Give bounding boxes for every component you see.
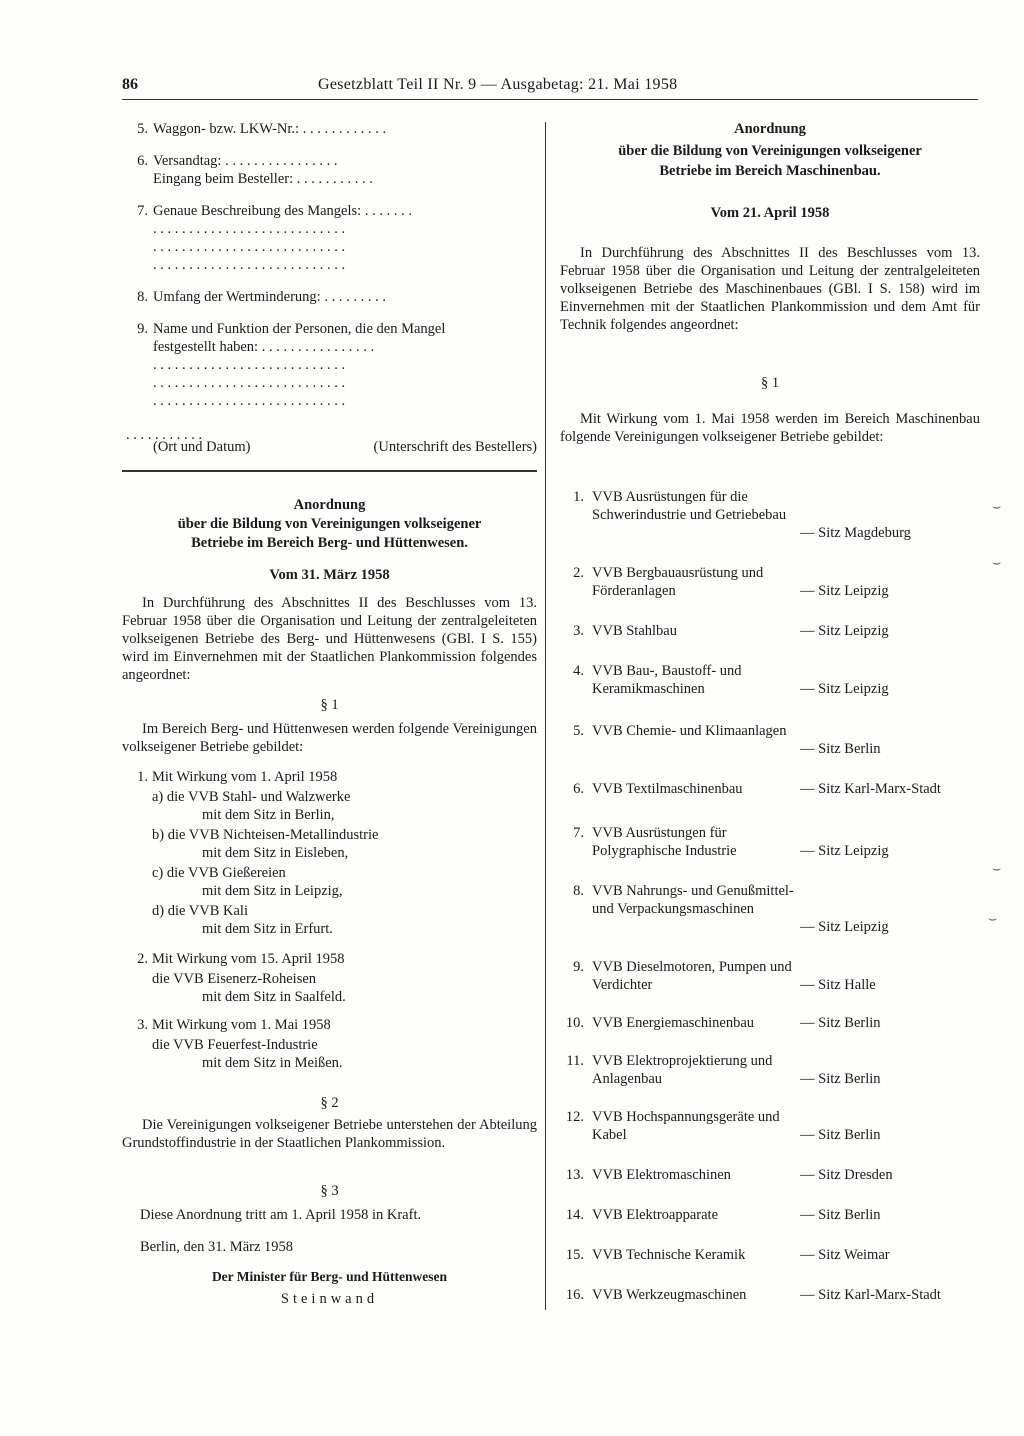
order-title: Anordnung xyxy=(734,121,806,137)
order-title: Anordnung xyxy=(293,497,366,513)
list-item: mit dem Sitz in Meißen. xyxy=(202,1055,343,1071)
paragraph-2-text: Die Vereinigungen volkseigener Betriebe unterstehen der Abteilung Grundstoffindustrie in der Staatlichen Plankommission. xyxy=(122,1117,537,1151)
form-item-text: Versandtag: . . . . . . . . . . . . . . . . xyxy=(153,153,338,169)
margin-mark: ⌣ xyxy=(992,862,1002,877)
place-date-label: (Ort und Datum) xyxy=(153,439,251,455)
paragraph-1-text: Im Bereich Berg- und Hüttenwesen werden folgende Vereinigungen volkseigener Betriebe gebildet: xyxy=(122,721,537,755)
list-item: a) die VVB Stahl- und Walzwerke xyxy=(152,789,351,805)
list-item: mit dem Sitz in Eisleben, xyxy=(202,845,349,861)
paragraph-1-text: Mit Wirkung vom 1. Mai 1958 werden im Bereich Maschinenbau folgende Vereinigungen volkseigener Betriebe gebildet: xyxy=(560,411,980,445)
form-item-text: Genaue Beschreibung des Mangels: . . . . . . . xyxy=(153,203,412,219)
order-subtitle-line1: über die Bildung von Vereinigungen volkseigener xyxy=(177,516,482,532)
order-subtitle-line2: Betriebe im Bereich Berg- und Hüttenwesen. xyxy=(191,535,468,551)
paragraph-heading-1: § 1 xyxy=(320,697,339,713)
paragraph-heading-2: § 2 xyxy=(320,1095,339,1111)
paragraph-heading-1: § 1 xyxy=(760,375,780,391)
order-intro: In Durchführung des Abschnittes II des Beschlusses vom 13. Februar 1958 über die Organisation und Leitung der zentralgeleiteten volkseigenen Betriebe des Berg- und Hüttenwesens (GBl. I S. 155) wird im Einvernehmen mit der Staatlichen Plankommission folgendes angeordnet: xyxy=(122,595,537,683)
margin-mark: ⌣ xyxy=(988,912,998,927)
list-item: mit dem Sitz in Leipzig, xyxy=(202,883,343,899)
list-item: die VVB Feuerfest-Industrie xyxy=(152,1037,318,1053)
list-item: d) die VVB Kali xyxy=(152,903,248,919)
order-subtitle-line1: über die Bildung von Vereinigungen volkseigener xyxy=(618,143,922,159)
form-item-number: 6. xyxy=(137,153,148,169)
list-item: die VVB Eisenerz-Roheisen xyxy=(152,971,317,987)
signature-label: (Unterschrift des Bestellers) xyxy=(373,439,537,455)
order-date: Vom 31. März 1958 xyxy=(269,567,390,583)
paragraph-heading-3: § 3 xyxy=(320,1183,339,1199)
list-item: c) die VVB Gießereien xyxy=(152,865,286,881)
signatory-title: Der Minister für Berg- und Hüttenwesen xyxy=(211,1269,448,1284)
form-item-text: festgestellt haben: . . . . . . . . . . . . . . . . xyxy=(153,339,375,355)
page-number: 86 xyxy=(122,76,138,93)
place-date: Berlin, den 31. März 1958 xyxy=(140,1239,294,1255)
list-item: mit dem Sitz in Saalfeld. xyxy=(202,989,346,1005)
margin-mark: ⌣ xyxy=(992,556,1002,571)
document-page: 86 Gesetzblatt Teil II Nr. 9 — Ausgabetag: 21. Mai 1958 5. Waggon- bzw. LKW-Nr.: . . . . . . . . . . . . 6. Versandtag: . . . . . . . . . . . . . . . . Eingang beim Besteller: . . . . . . . . . . . 7. Genaue Beschreibung des Mangels: . . . . . . . . . . . . . . . . . . . . . . . . . . . . . . . . . . . . . . . . . . . . . . . . . . . . . . . . . . . . . . . . . . . . . . . . . . . . . . . . . . . . . . . . 8. Umfang der Wertminderung: . . . . . . . . . 9. Name und Funktion der Personen, die den Mangel festgestellt haben: . . . . . . . . . . . . . . . . . . . . . . . . . . . . . . . . . . . . . . . . . . . . . . . . . . . . . . . . . . . . . . . . . . . . . . . . . . . . . . . . . . . . . . . . . . . . . . . . . . . . . . . . . . . . (Ort und Datum) (Unterschrift des Bestellers) Anordnung über die Bildung von Vereinigungen volkseigener Betriebe im Bereich Berg- und Hüttenwesen. Vom 31. März 1958 In Durchführung des Abschnittes II des Beschlusses vom 13. Februar 1958 über die Organisation und Leitung der zentralgeleiteten volkseigenen Betriebe des Berg- und Hüttenwesens (GBl. I S. 155) wird im Einvernehmen mit der Staatlichen Plankommission folgendes angeordnet: § 1 Im Bereich Berg- und Hüttenwesen werden folgende Vereinigungen volkseigener Betriebe gebildet: 1. Mit Wirkung vom 1. April 1958 a) die VVB Stahl- und Walzwerke mit dem Sitz in Berlin, b) die VVB Nichteisen-Metallindustrie mit dem Sitz in Eisleben, c) die VVB Gießereien mit dem Sitz in Leipzig, d) die VVB Kali mit dem Sitz in Erfurt. 2. Mit Wirkung vom 15. April 1958 die VVB Eisenerz-Roheisen mit dem Sitz in Saalfeld. 3. Mit Wirkung vom 1. Mai 1958 die VVB Feuerfest-Industrie mit dem Sitz in Meißen. § 2 Die Vereinigungen volkseigener Betriebe unterstehen der Abteilung Grundstoffindustrie in der Staatlichen Plankommission. § 3 Diese Anordnung tritt am 1. April 1958 in Kraft. Berlin, den 31. März 1958 Der Minister für Berg- und Hüttenwesen Steinwand Anordnung über die Bildung von Vereinigungen volkseigener Betriebe im Bereich Maschinenbau. Vom 21. April 1958 In Durchführung des Abschnittes II des Beschlusses vom 13. Februar 1958 über die Organisation und Leitung der zentralgeleiteten volkseigenen Betriebe des Maschinenbaues (GBl. I S. 158) wird im Einvernehmen mit der Staatlichen Plankommission und dem Amt für Technik folgendes angeordnet: § 1 Mit Wirkung vom 1. Mai 1958 werden im Bereich Maschinenbau folgende Vereinigungen volkseigener Betriebe gebildet: 1. VVB Ausrüstungen für die Schwerindustrie und Getriebebau — Sitz Magdeburg 2. VVB Bergbauausrüstung und Förderanlagen — Sitz Leipzig 3. VVB Stahlbau — Sitz Leipzig 4. VVB Bau-, Baustoff- und Keramikmaschinen — Sitz Leipzig 5. VVB Chemie- und Klimaanlagen — Sitz Berlin 6. VVB Textilmaschinenbau — Sitz Karl-Marx-Stadt 7. VVB Ausrüstungen für Polygraphische Industrie — Sitz Leipzig 8. VVB Nahrungs- und Genußmittel- und Verpackungsmaschinen — Sitz Leipzig 9. VVB Dieselmotoren, Pumpen und Verdichter — Sitz Halle 10. VVB Energiemaschinenbau — Sitz Berlin 11. VVB Elektroprojektierung und Anlagenbau — Sitz Berlin 12. VVB Hochspannungsgeräte und Kabel — Sitz Berlin 13. VVB Elektromaschinen — Sitz Dresden 14. VVB Elektroapparate — Sitz Berlin 15. VVB Technische Keramik — Sitz Weimar 16. VVB Werkzeugmaschinen — Sitz Karl-Marx-Stadt ⌣ ⌣ ⌣ ⌣ xyxy=(0,0,1024,1436)
form-item-number: 7. xyxy=(137,203,148,219)
order-subtitle-line2: Betriebe im Bereich Maschinenbau. xyxy=(659,163,881,179)
form-item-number: 9. xyxy=(137,321,148,337)
form-item-text: Eingang beim Besteller: . . . . . . . . . . . xyxy=(153,171,373,187)
page-header-title: Gesetzblatt Teil II Nr. 9 — Ausgabetag: 21. Mai 1958 xyxy=(318,76,678,93)
order-intro: In Durchführung des Abschnittes II des Beschlusses vom 13. Februar 1958 über die Organisation und Leitung der zentralgeleiteten volkseigenen Betriebe des Maschinenbaues (GBl. I S. 158) wird im Einvernehmen mit der Staatlichen Plankommission und dem Amt für Technik folgendes angeordnet: xyxy=(560,245,980,333)
order-date: Vom 21. April 1958 xyxy=(710,205,830,221)
paragraph-3-text: Diese Anordnung tritt am 1. April 1958 in Kraft. xyxy=(140,1207,422,1223)
list-item: b) die VVB Nichteisen-Metallindustrie xyxy=(152,827,379,843)
form-item-number: 8. xyxy=(137,289,148,305)
margin-mark: ⌣ xyxy=(992,500,1002,515)
form-item-number: 5. xyxy=(137,121,148,137)
form-item-text: Waggon- bzw. LKW-Nr.: . . . . . . . . . . . . xyxy=(153,121,387,137)
list-item: mit dem Sitz in Erfurt. xyxy=(202,921,333,937)
form-item-text: Name und Funktion der Personen, die den Mangel xyxy=(153,321,446,337)
signatory-name: Steinwand xyxy=(280,1291,379,1307)
header-rule xyxy=(122,99,978,100)
list-item: mit dem Sitz in Berlin, xyxy=(202,807,335,823)
section-rule xyxy=(122,470,537,472)
column-divider xyxy=(545,122,546,1310)
form-item-text: Umfang der Wertminderung: . . . . . . . . . xyxy=(153,289,386,305)
